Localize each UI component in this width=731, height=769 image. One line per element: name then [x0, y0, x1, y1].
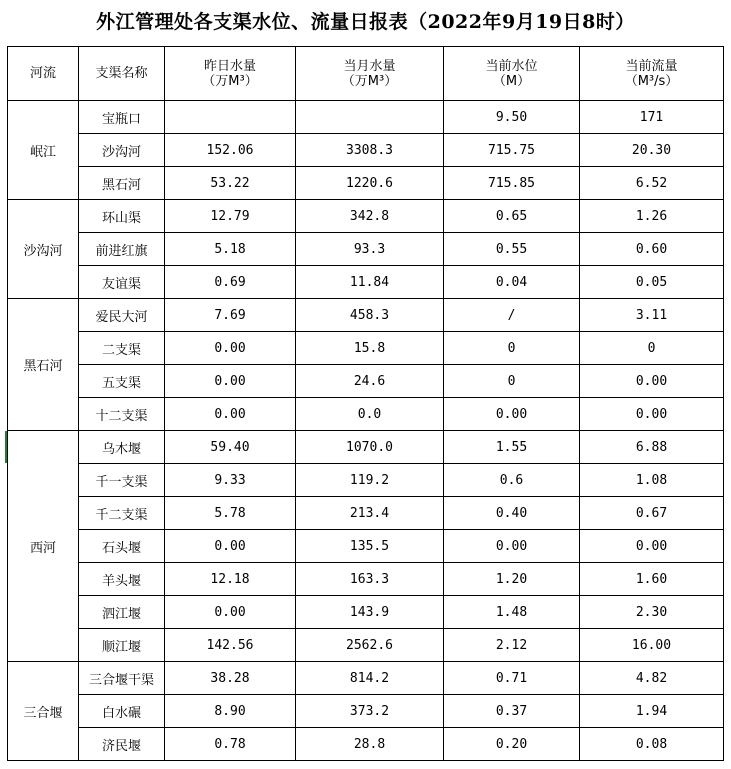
table-row — [8, 662, 724, 695]
water-level-cell[interactable]: 0.20 — [444, 728, 580, 761]
table-row — [8, 530, 724, 563]
header-month-label: 当月水量 — [343, 58, 396, 74]
yesterday-volume-cell[interactable]: 5.78 — [165, 497, 296, 530]
flow-rate-cell[interactable]: 6.52 — [580, 167, 724, 200]
month-volume-cell[interactable]: 814.2 — [296, 662, 444, 695]
header-yesterday-label: 昨日水量 — [203, 58, 256, 74]
table-row — [8, 431, 724, 464]
flow-rate-cell[interactable]: 0.60 — [580, 233, 724, 266]
header-month[interactable] — [296, 47, 444, 101]
month-volume-cell[interactable]: 163.3 — [296, 563, 444, 596]
month-volume-cell[interactable]: 119.2 — [296, 464, 444, 497]
table-row — [8, 596, 724, 629]
header-flow[interactable] — [580, 47, 724, 101]
header-flow-label: 当前流量 — [625, 58, 678, 74]
header-yesterday-unit: （万M³） — [202, 73, 258, 89]
river-cell[interactable]: 黑石河 — [8, 299, 79, 431]
branch-name-cell[interactable]: 石头堰 — [79, 530, 165, 563]
flow-rate-cell[interactable]: 6.88 — [580, 431, 724, 464]
flow-rate-cell[interactable]: 16.00 — [580, 629, 724, 662]
branch-name-cell[interactable]: 羊头堰 — [79, 563, 165, 596]
flow-rate-cell[interactable]: 171 — [580, 101, 724, 134]
month-volume-cell[interactable]: 373.2 — [296, 695, 444, 728]
water-level-cell[interactable]: 0.37 — [444, 695, 580, 728]
table-row — [8, 365, 724, 398]
table-row — [8, 728, 724, 761]
branch-name-cell[interactable]: 千二支渠 — [79, 497, 165, 530]
river-cell[interactable]: 三合堰 — [8, 662, 79, 761]
month-volume-cell[interactable]: 143.9 — [296, 596, 444, 629]
water-level-cell[interactable]: 0.00 — [444, 530, 580, 563]
month-volume-cell[interactable]: 24.6 — [296, 365, 444, 398]
water-level-cell[interactable]: 0.55 — [444, 233, 580, 266]
month-volume-cell[interactable]: 458.3 — [296, 299, 444, 332]
water-level-cell[interactable]: 715.85 — [444, 167, 580, 200]
branch-name-cell[interactable]: 爱民大河 — [79, 299, 165, 332]
table-row — [8, 266, 724, 299]
flow-rate-cell[interactable]: 0.08 — [580, 728, 724, 761]
water-level-cell[interactable]: 715.75 — [444, 134, 580, 167]
table-row — [8, 200, 724, 233]
yesterday-volume-cell[interactable]: 5.18 — [165, 233, 296, 266]
month-volume-cell[interactable]: 342.8 — [296, 200, 444, 233]
yesterday-volume-cell[interactable]: 53.22 — [165, 167, 296, 200]
yesterday-volume-cell[interactable]: 142.56 — [165, 629, 296, 662]
branch-name-cell[interactable]: 前进红旗 — [79, 233, 165, 266]
water-level-cell[interactable]: 0.40 — [444, 497, 580, 530]
yesterday-volume-cell[interactable]: 12.79 — [165, 200, 296, 233]
header-level-label: 当前水位 — [485, 58, 538, 74]
yesterday-volume-cell[interactable]: 8.90 — [165, 695, 296, 728]
yesterday-volume-cell[interactable]: 0.00 — [165, 365, 296, 398]
river-cell[interactable]: 岷江 — [8, 101, 79, 200]
header-yesterday[interactable] — [165, 47, 296, 101]
month-volume-cell[interactable]: 1070.0 — [296, 431, 444, 464]
water-level-cell[interactable]: 0 — [444, 332, 580, 365]
table-row — [8, 563, 724, 596]
branch-name-cell[interactable]: 白水碾 — [79, 695, 165, 728]
month-volume-cell[interactable]: 3308.3 — [296, 134, 444, 167]
yesterday-volume-cell[interactable] — [165, 101, 296, 134]
table-row — [8, 332, 724, 365]
flow-rate-cell[interactable]: 0.00 — [580, 398, 724, 431]
water-level-cell[interactable]: 9.50 — [444, 101, 580, 134]
branch-name-cell[interactable]: 千一支渠 — [79, 464, 165, 497]
yesterday-volume-cell[interactable]: 38.28 — [165, 662, 296, 695]
water-level-cell[interactable]: 0.65 — [444, 200, 580, 233]
water-level-cell[interactable]: 0.6 — [444, 464, 580, 497]
table-row — [8, 398, 724, 431]
flow-rate-cell[interactable]: 1.08 — [580, 464, 724, 497]
water-level-cell[interactable]: 0.71 — [444, 662, 580, 695]
water-level-cell[interactable]: 1.55 — [444, 431, 580, 464]
branch-name-cell[interactable]: 友谊渠 — [79, 266, 165, 299]
header-level[interactable] — [444, 47, 580, 101]
month-volume-cell[interactable]: 28.8 — [296, 728, 444, 761]
branch-name-cell[interactable]: 济民堰 — [79, 728, 165, 761]
flow-rate-cell[interactable]: 1.60 — [580, 563, 724, 596]
header-flow-unit: （M³/s） — [624, 73, 679, 89]
month-volume-cell[interactable]: 15.8 — [296, 332, 444, 365]
branch-name-cell[interactable]: 十二支渠 — [79, 398, 165, 431]
water-level-cell[interactable]: 0.04 — [444, 266, 580, 299]
flow-rate-cell[interactable]: 0.00 — [580, 530, 724, 563]
report-title: 外江管理处各支渠水位、流量日报表（2022年9月19日8时） — [96, 11, 635, 33]
table-row — [8, 299, 724, 332]
month-volume-cell[interactable]: 1220.6 — [296, 167, 444, 200]
month-volume-cell[interactable]: 11.84 — [296, 266, 444, 299]
water-level-cell[interactable]: 2.12 — [444, 629, 580, 662]
yesterday-volume-cell[interactable]: 0.00 — [165, 398, 296, 431]
table-row — [8, 497, 724, 530]
water-level-cell[interactable]: 1.48 — [444, 596, 580, 629]
flow-rate-cell[interactable]: 4.82 — [580, 662, 724, 695]
yesterday-volume-cell[interactable]: 0.78 — [165, 728, 296, 761]
branch-name-cell[interactable]: 宝瓶口 — [79, 101, 165, 134]
flow-rate-cell[interactable]: 0.67 — [580, 497, 724, 530]
header-row — [8, 47, 724, 101]
water-level-cell[interactable]: / — [444, 299, 580, 332]
table-row — [8, 629, 724, 662]
flow-rate-cell[interactable]: 1.94 — [580, 695, 724, 728]
flow-rate-cell[interactable]: 0 — [580, 332, 724, 365]
row-selection-marker — [5, 431, 7, 463]
flow-rate-cell[interactable]: 3.11 — [580, 299, 724, 332]
flow-rate-cell[interactable]: 2.30 — [580, 596, 724, 629]
report-table — [7, 46, 724, 761]
header-month-unit: （万M³） — [341, 73, 398, 89]
branch-name-cell[interactable]: 环山渠 — [79, 200, 165, 233]
water-level-cell[interactable]: 0.00 — [444, 398, 580, 431]
month-volume-cell[interactable] — [296, 101, 444, 134]
branch-name-cell[interactable]: 黑石河 — [79, 167, 165, 200]
flow-rate-cell[interactable]: 0.00 — [580, 365, 724, 398]
yesterday-volume-cell[interactable]: 7.69 — [165, 299, 296, 332]
yesterday-volume-cell[interactable]: 9.33 — [165, 464, 296, 497]
flow-rate-cell[interactable]: 1.26 — [580, 200, 724, 233]
header-branch[interactable]: 支渠名称 — [79, 47, 165, 101]
yesterday-volume-cell[interactable]: 59.40 — [165, 431, 296, 464]
yesterday-volume-cell[interactable]: 12.18 — [165, 563, 296, 596]
table-row — [8, 695, 724, 728]
table-row — [8, 167, 724, 200]
branch-name-cell[interactable]: 三合堰干渠 — [79, 662, 165, 695]
yesterday-volume-cell[interactable]: 0.69 — [165, 266, 296, 299]
yesterday-volume-cell[interactable]: 0.00 — [165, 596, 296, 629]
yesterday-volume-cell[interactable]: 0.00 — [165, 332, 296, 365]
flow-rate-cell[interactable]: 20.30 — [580, 134, 724, 167]
river-cell[interactable]: 西河 — [8, 431, 79, 662]
water-level-cell[interactable]: 1.20 — [444, 563, 580, 596]
branch-name-cell[interactable]: 沙沟河 — [79, 134, 165, 167]
branch-name-cell[interactable]: 五支渠 — [79, 365, 165, 398]
month-volume-cell[interactable]: 2562.6 — [296, 629, 444, 662]
table-row — [8, 464, 724, 497]
yesterday-volume-cell[interactable]: 0.00 — [165, 530, 296, 563]
branch-name-cell[interactable]: 乌木堰 — [79, 431, 165, 464]
month-volume-cell[interactable]: 0.0 — [296, 398, 444, 431]
table-row — [8, 233, 724, 266]
yesterday-volume-cell[interactable]: 152.06 — [165, 134, 296, 167]
flow-rate-cell[interactable]: 0.05 — [580, 266, 724, 299]
table-row — [8, 134, 724, 167]
branch-name-cell[interactable]: 二支渠 — [79, 332, 165, 365]
branch-name-cell[interactable]: 顺江堰 — [79, 629, 165, 662]
header-river[interactable]: 河流 — [8, 47, 79, 101]
header-level-unit: （M） — [492, 73, 531, 89]
month-volume-cell[interactable]: 93.3 — [296, 233, 444, 266]
table-row — [8, 101, 724, 134]
river-cell[interactable]: 沙沟河 — [8, 200, 79, 299]
water-level-cell[interactable]: 0 — [444, 365, 580, 398]
month-volume-cell[interactable]: 213.4 — [296, 497, 444, 530]
branch-name-cell[interactable]: 泗江堰 — [79, 596, 165, 629]
month-volume-cell[interactable]: 135.5 — [296, 530, 444, 563]
